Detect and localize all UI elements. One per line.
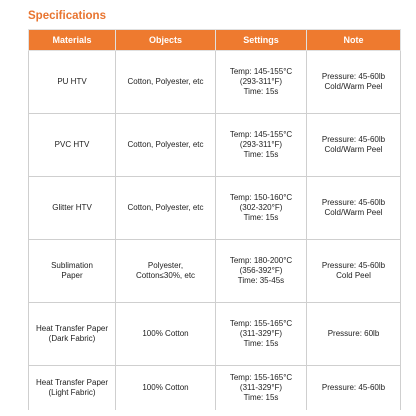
table-row	[29, 51, 401, 114]
table-header-row	[29, 30, 401, 51]
cell-settings: Temp: 155-165°C (311-329°F) Time: 15s	[216, 366, 307, 411]
header-note: Note	[307, 30, 401, 51]
cell-settings: Temp: 145-155°C (293-311°F) Time: 15s	[216, 51, 307, 114]
specifications-table	[28, 29, 401, 410]
header-materials: Materials	[29, 30, 116, 51]
cell-note: Pressure: 60lb	[307, 303, 401, 366]
cell-settings: Temp: 145-155°C (293-311°F) Time: 15s	[216, 114, 307, 177]
cell-objects: Cotton, Polyester, etc	[116, 51, 216, 114]
cell-note: Pressure: 45-60lb Cold Peel	[307, 240, 401, 303]
cell-material: Sublimation Paper	[29, 240, 116, 303]
cell-material: Glitter HTV	[29, 177, 116, 240]
cell-note: Pressure: 45-60lb	[307, 366, 401, 411]
cell-settings: Temp: 150-160°C (302-320°F) Time: 15s	[216, 177, 307, 240]
header-settings: Settings	[216, 30, 307, 51]
cell-material: PU HTV	[29, 51, 116, 114]
cell-objects: Cotton, Polyester, etc	[116, 177, 216, 240]
table-row	[29, 240, 401, 303]
table-row	[29, 114, 401, 177]
table-row	[29, 303, 401, 366]
cell-objects: Cotton, Polyester, etc	[116, 114, 216, 177]
cell-objects: Polyester, Cotton≤30%, etc	[116, 240, 216, 303]
page-title: Specifications	[28, 10, 106, 22]
table-row	[29, 177, 401, 240]
cell-note: Pressure: 45-60lb Cold/Warm Peel	[307, 114, 401, 177]
table-row	[29, 366, 401, 411]
cell-settings: Temp: 180-200°C (356-392°F) Time: 35-45s	[216, 240, 307, 303]
cell-objects: 100% Cotton	[116, 303, 216, 366]
cell-objects: 100% Cotton	[116, 366, 216, 411]
cell-material: Heat Transfer Paper (Dark Fabric)	[29, 303, 116, 366]
cell-material: Heat Transfer Paper (Light Fabric)	[29, 366, 116, 411]
cell-settings: Temp: 155-165°C (311-329°F) Time: 15s	[216, 303, 307, 366]
cell-note: Pressure: 45-60lb Cold/Warm Peel	[307, 177, 401, 240]
cell-material: PVC HTV	[29, 114, 116, 177]
cell-note: Pressure: 45-60lb Cold/Warm Peel	[307, 51, 401, 114]
header-objects: Objects	[116, 30, 216, 51]
